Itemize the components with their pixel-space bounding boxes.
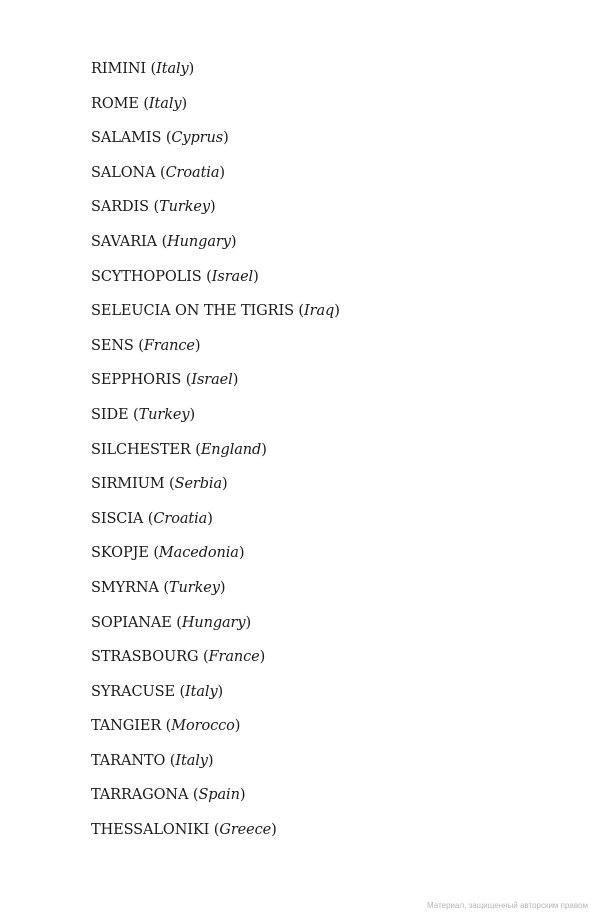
- place-country: Italy: [185, 683, 218, 700]
- place-item: SAVARIA (Hungary): [91, 233, 237, 250]
- place-item: THESSALONIKI (Greece): [91, 822, 277, 839]
- place-item: SISCIA (Croatia): [91, 510, 213, 527]
- place-item: RIMINI (Italy): [91, 61, 195, 77]
- place-city: ROME: [91, 95, 139, 112]
- place-city: SKOPJE: [91, 545, 149, 562]
- place-item: SARDIS (Turkey): [91, 199, 216, 216]
- place-country: Morocco: [171, 718, 235, 735]
- place-city: SILCHESTER: [91, 441, 191, 458]
- place-item: SKOPJE (Macedonia): [91, 545, 245, 562]
- place-city: SELEUCIA ON THE TIGRIS: [91, 303, 294, 320]
- place-city: SALONA: [91, 164, 156, 181]
- place-country: Spain: [198, 787, 240, 804]
- copyright-watermark: Материал, защищенный авторским правом: [427, 901, 588, 910]
- place-city: SYRACUSE: [91, 683, 175, 700]
- place-country: Cyprus: [171, 130, 224, 147]
- place-item: SELEUCIA ON THE TIGRIS (Iraq): [91, 303, 340, 320]
- place-country: Croatia: [153, 510, 208, 527]
- place-item: TARANTO (Italy): [91, 752, 214, 769]
- place-country: Macedonia: [158, 545, 239, 562]
- place-item: SALONA (Croatia): [91, 164, 225, 181]
- place-country: Turkey: [159, 199, 210, 216]
- place-city: TARANTO: [91, 752, 166, 769]
- place-item: TARRAGONA (Spain): [91, 787, 246, 804]
- place-city: SIRMIUM: [91, 476, 165, 493]
- place-item: SIRMIUM (Serbia): [91, 476, 228, 493]
- place-city: SOPIANAE: [91, 614, 172, 631]
- place-list: [91, 57, 340, 853]
- place-city: TANGIER: [91, 718, 162, 735]
- place-country: Greece: [219, 822, 272, 839]
- place-item: SENS (France): [91, 337, 201, 354]
- place-country: Israel: [191, 372, 233, 389]
- place-item: SIDE (Turkey): [91, 406, 196, 423]
- place-country: England: [200, 441, 262, 458]
- place-city: SARDIS: [91, 199, 150, 216]
- place-country: Hungary: [167, 233, 231, 250]
- place-country: France: [208, 649, 260, 666]
- place-item: SILCHESTER (England): [91, 441, 267, 458]
- place-city: SENS: [91, 337, 134, 354]
- place-country: Croatia: [165, 164, 220, 181]
- place-item: SYRACUSE (Italy): [91, 683, 224, 700]
- place-country: Italy: [175, 752, 208, 769]
- place-city: SISCIA: [91, 510, 144, 527]
- place-item: SMYRNA (Turkey): [91, 579, 226, 596]
- place-city: SALAMIS: [91, 130, 162, 147]
- place-country: Iraq: [304, 303, 335, 320]
- place-city: SCYTHOPOLIS: [91, 268, 202, 285]
- place-country: Italy: [156, 61, 189, 77]
- place-city: THESSALONIKI: [91, 822, 210, 839]
- place-country: Turkey: [138, 406, 190, 423]
- place-item: SEPPHORIS (Israel): [91, 372, 239, 389]
- place-item: SCYTHOPOLIS (Israel): [91, 268, 259, 285]
- place-city: TARRAGONA: [91, 787, 189, 804]
- place-item: STRASBOURG (France): [91, 649, 266, 666]
- place-city: SAVARIA: [91, 233, 158, 250]
- place-city: SEPPHORIS: [91, 372, 182, 389]
- place-item: SOPIANAE (Hungary): [91, 614, 252, 631]
- place-city: RIMINI: [91, 61, 147, 77]
- place-country: France: [143, 337, 195, 354]
- place-country: Serbia: [174, 476, 223, 493]
- place-country: Turkey: [168, 579, 220, 596]
- place-city: STRASBOURG: [91, 649, 199, 666]
- place-item: SALAMIS (Cyprus): [91, 130, 229, 147]
- place-item: ROME (Italy): [91, 95, 188, 112]
- place-country: Italy: [148, 95, 182, 112]
- place-city: SIDE: [91, 406, 129, 423]
- place-item: TANGIER (Morocco): [91, 718, 241, 735]
- place-country: Israel: [211, 268, 254, 285]
- place-country: Hungary: [181, 614, 246, 631]
- place-city: SMYRNA: [91, 579, 159, 596]
